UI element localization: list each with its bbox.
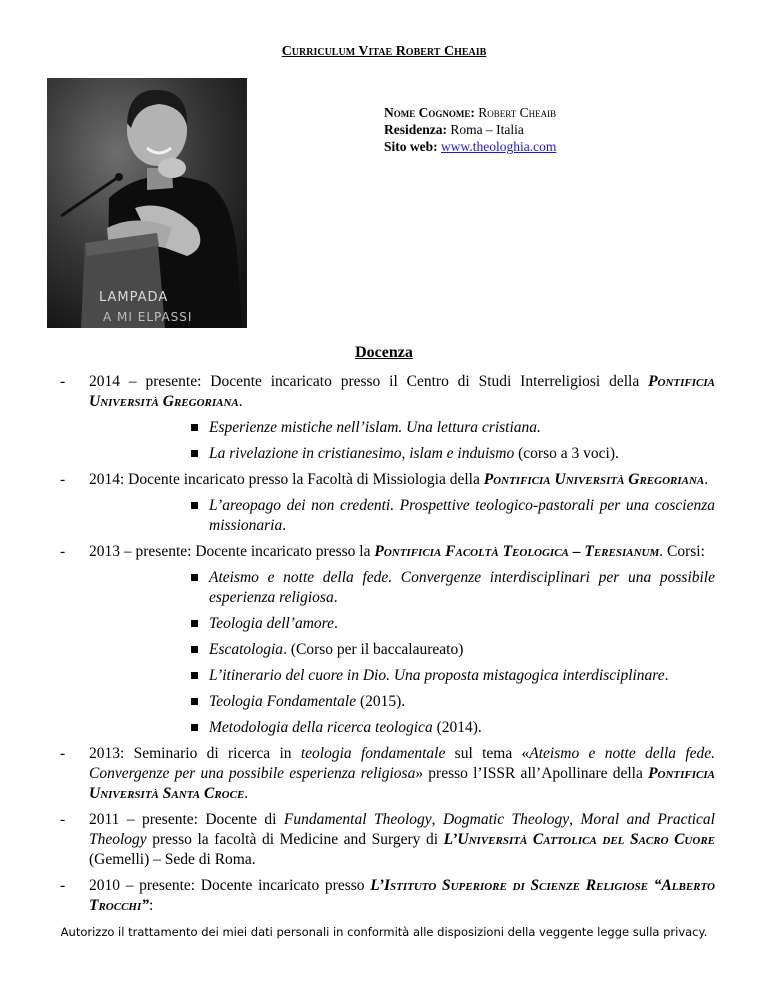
personal-info (384, 104, 556, 155)
course-item: Metodologia della ricerca teologica (2014). (189, 718, 715, 738)
course-item: L’areopago dei non credenti. Prospettive teologico-pastorali per una coscienza missionaria. (189, 496, 715, 536)
website-link[interactable]: www.theologhia.com (441, 139, 557, 154)
course-list (89, 568, 715, 738)
website-line: Sito web: www.theologhia.com (384, 139, 557, 154)
course-list (89, 418, 715, 464)
entry-2014-gregoriana: - 2014 – presente: Docente incaricato presso il Centro di Studi Interreligiosi della Pontificia Università Gregoriana. Esperienze mistiche nell’islam. Una lettura cristiana. La rivelazione in cristianesimo, islam e induismo (corso a 3 voci). (60, 373, 715, 462)
course-item: Escatologia. (Corso per il baccalaureato) (189, 640, 715, 660)
course-item: Ateismo e notte della fede. Convergenze interdisciplinari per una possibile esperienza religiosa. (189, 568, 715, 608)
teaching-list (60, 372, 715, 922)
section-title: Docenza (355, 344, 413, 361)
course-item: Teologia Fondamentale (2015). (189, 692, 715, 712)
residence-line: Residenza: Roma – Italia (384, 122, 524, 137)
svg-text:A MI ELPASSI: A MI ELPASSI (103, 310, 193, 324)
course-item: Esperienze mistiche nell’islam. Una lettura cristiana. (189, 418, 715, 438)
entry-2013-teresianum: - 2013 – presente: Docente incaricato presso la Pontificia Facoltà Teologica – Teresianum. Corsi: Ateismo e notte della fede. Convergenze interdisciplinari per una possibile esperienza religiosa. Teologia dell’amore. Escatologia. (Corso per il baccalaureato) L’itinerario del cuore in Dio. Una proposta mistagogica interdisciplinare. Teologia Fondamentale (2015). Metodologia della ricerca teologica (2014). (60, 543, 715, 736)
profile-photo (47, 78, 247, 328)
entry-2010-issr: - 2010 – presente: Docente incaricato presso L’Istituto Superiore di Scienze Religiose “Alberto Trocchi”: (60, 877, 715, 914)
course-item: La rivelazione in cristianesimo, islam e induismo (corso a 3 voci). (189, 444, 715, 464)
document-title: Curriculum Vitae Robert Cheaib (281, 44, 487, 59)
course-list (89, 496, 715, 536)
name-line: Nome Cognome: Robert Cheaib (384, 105, 557, 120)
entry-2011-cattolica: - 2011 – presente: Docente di Fundamental Theology, Dogmatic Theology, Moral and Practical Theology presso la facoltà di Medicine and Surgery di L’Università Cattolica del Sacro Cuore (Gemelli) – Sede di Roma. (60, 811, 715, 868)
entry-2014-missiologia: - 2014: Docente incaricato presso la Facoltà di Missiologia della Pontificia Università Gregoriana. L’areopago dei non credenti. Prospettive teologico-pastorali per una coscienza missionaria. (60, 471, 715, 534)
privacy-footer: Autorizzo il trattamento dei miei dati personali in conformità alle disposizioni della veggente legge sulla privacy. (60, 925, 708, 939)
entry-2013-seminario: - 2013: Seminario di ricerca in teologia fondamentale sul tema «Ateismo e notte della fede. Convergenze per una possibile esperienza religiosa» presso l’ISSR all’Apollinare della Pontificia Università Santa Croce. (60, 745, 716, 802)
course-item: L’itinerario del cuore in Dio. Una proposta mistagogica interdisciplinare. (189, 666, 715, 686)
course-item: Teologia dell’amore. (189, 614, 715, 634)
svg-text:LAMPADA: LAMPADA (99, 290, 169, 305)
